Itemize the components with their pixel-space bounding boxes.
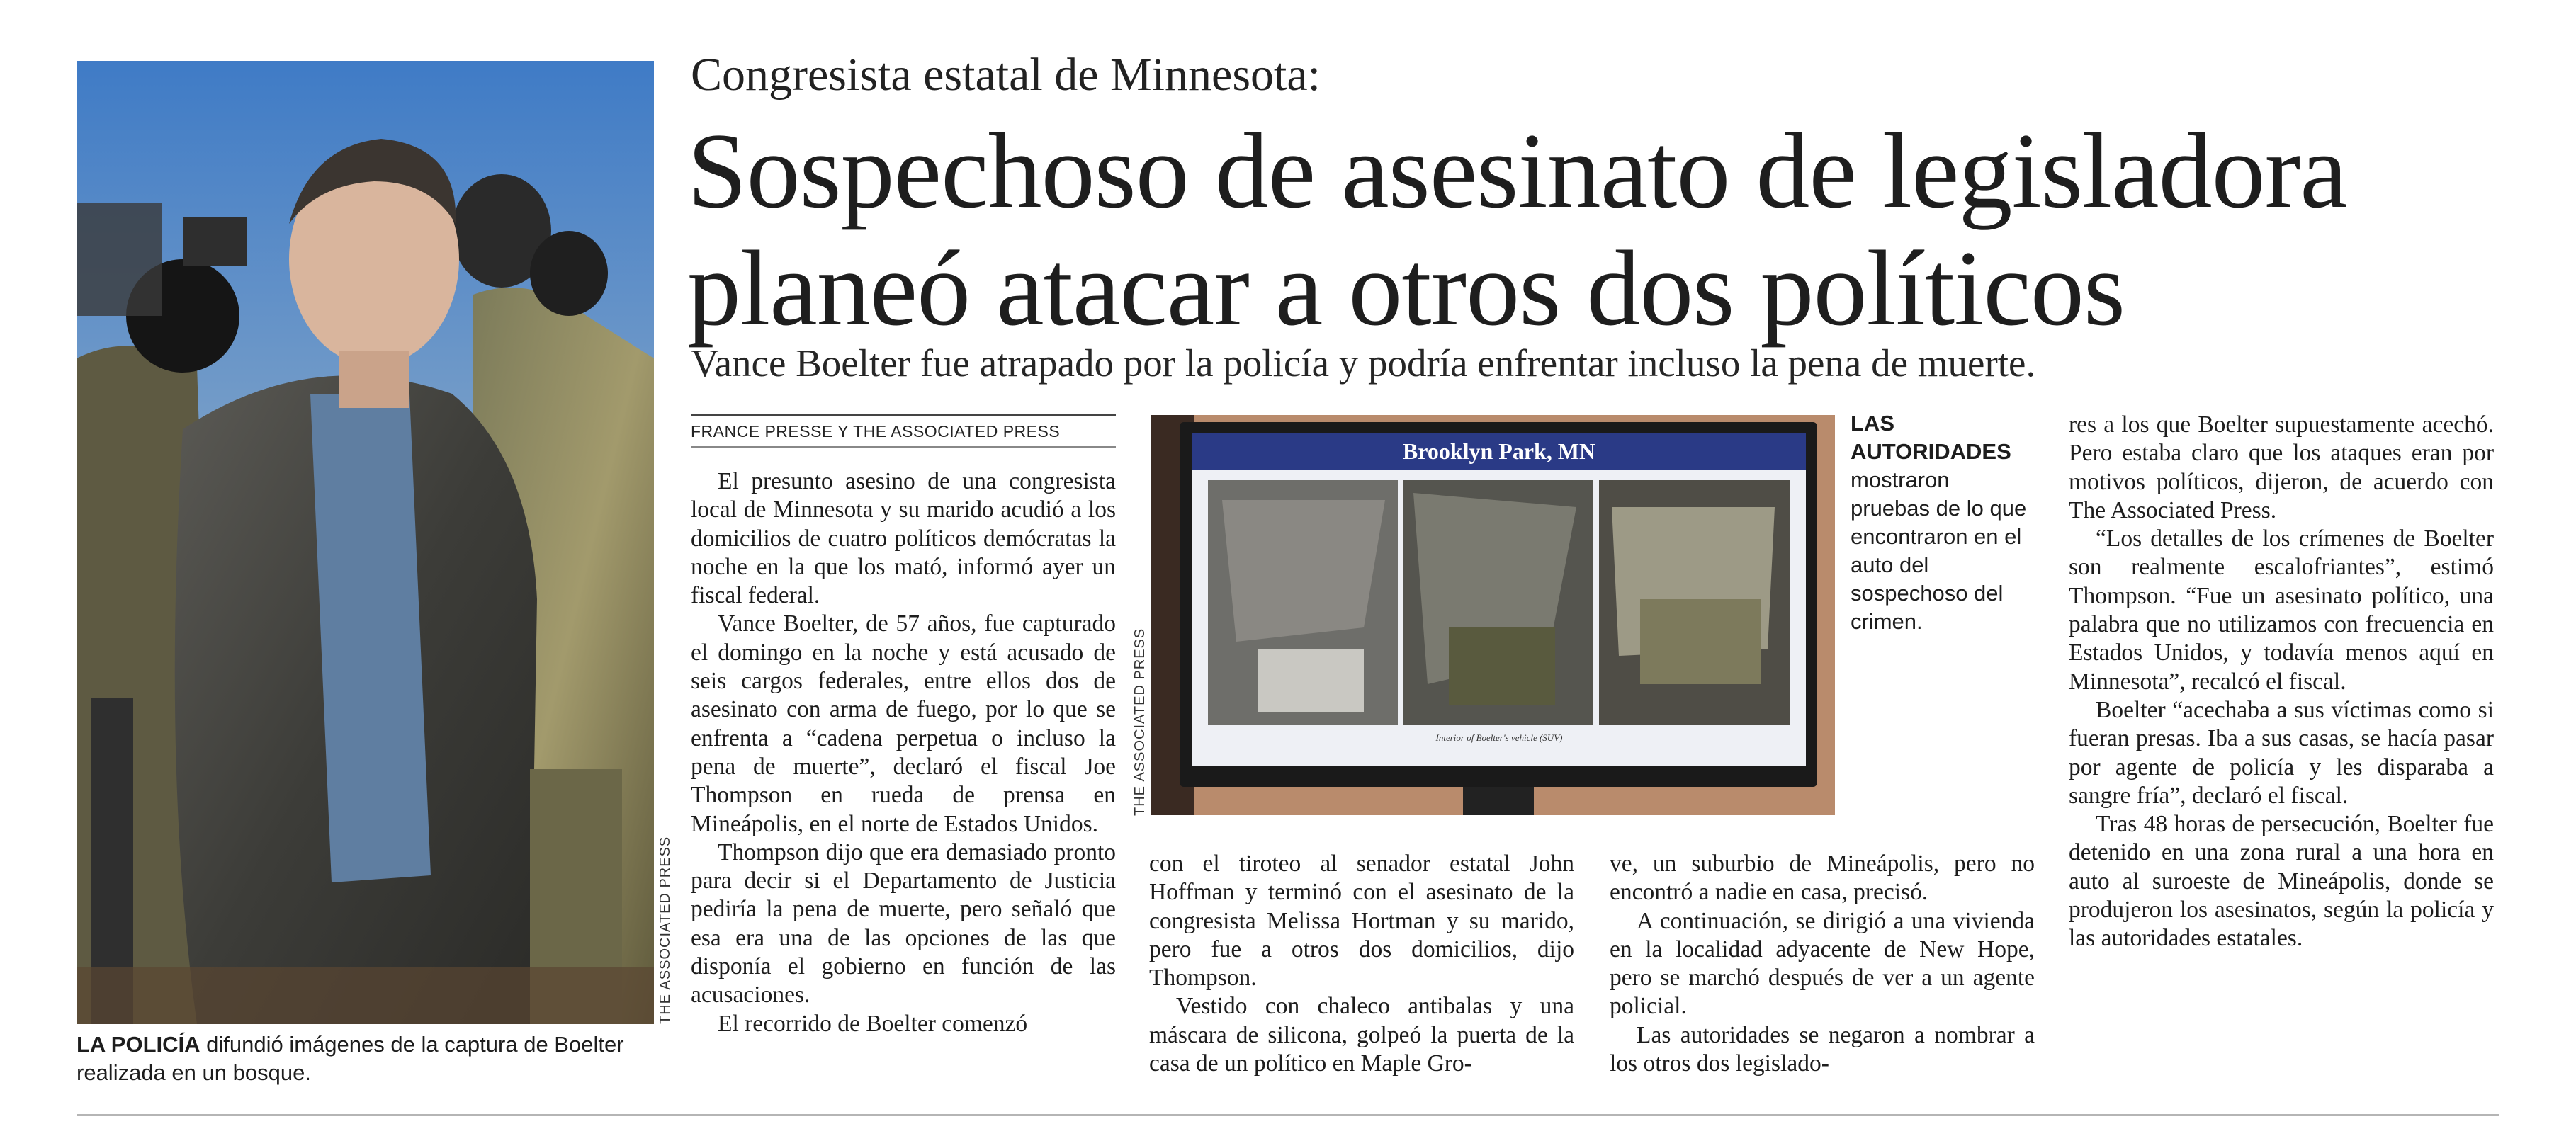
paragraph: Thompson dijo que era demasiado pronto para decir si el Departamento de Justicia pediría la pena de muerte, pero señaló que esa era una de las opciones de las que disponía el gobierno en función de las acusaciones. (691, 839, 1116, 1009)
photo-credit: THE ASSOCIATED PRESS (657, 836, 673, 1024)
byline: FRANCE PRESSE Y THE ASSOCIATED PRESS (691, 422, 1061, 441)
evidence-photo-illustration (1151, 415, 1835, 815)
article-column-3 (1610, 850, 2035, 1078)
byline-rule (691, 446, 1116, 448)
deck: Vance Boelter fue atrapado por la policía y podría enfrentar incluso la pena de muerte. (691, 341, 2036, 385)
caption-text: mostraron pruebas de lo que encontraron en el auto del sospechoso del crimen. (1851, 467, 2027, 634)
paragraph: A continuación, se dirigió a una vivienda en la localidad adyacente de New Hope, pero se marchó después de ver a un agente policial. (1610, 907, 2035, 1020)
screen-title: Brooklyn Park, MN (1402, 438, 1596, 464)
paragraph: Vance Boelter, de 57 años, fue capturado el domingo en la noche y está acusado de seis cargos federales, entre ellos dos de asesinato con arma de fuego, por lo que se enfrenta a “cadena perpetua o incluso la pena de muerte”, declaró el fiscal Joe Thompson en rueda de prensa en Mineápolis, en el norte de Estados Unidos. (691, 610, 1116, 837)
paragraph: El recorrido de Boelter comenzó (718, 1010, 1028, 1037)
article-column-2 (1149, 850, 1574, 1078)
bottom-rule (77, 1114, 2499, 1116)
evidence-photo (1151, 415, 1835, 815)
paragraph: Boelter “acechaba a sus víctimas como si fueran presas. Iba a sus casas, se hacía pasar por agente de policía y les disparaba a sangre fría”, declaró el fiscal. (2069, 696, 2494, 809)
caption-lead: LA POLICÍA (77, 1032, 200, 1057)
photo-caption (77, 1030, 657, 1087)
article-column-1 (691, 467, 1116, 1038)
headline (687, 112, 2347, 347)
paragraph: ve, un suburbio de Mineápolis, pero no encontró a nadie en casa, precisó. (1610, 851, 2035, 906)
photo-caption (1851, 409, 2035, 636)
paragraph: Tras 48 horas de persecución, Boelter fue detenido en una zona rural a una hora en auto al suroeste de Mineápolis, donde se produjeron los asesinatos, según la policía y las autoridades estatales. (2069, 811, 2494, 952)
paragraph: Vestido con chaleco antibalas y una máscara de silicona, golpeó la puerta de la casa de un político en Maple Gro- (1149, 993, 1574, 1077)
arrest-photo (77, 61, 654, 1024)
paragraph: res a los que Boelter supuestamente acechó. Pero estaba claro que los ataques eran por motivos políticos, dijeron, de acuerdo con The Associated Press. (2069, 411, 2494, 523)
headline-line: planeó atacar a otros dos políticos (687, 229, 2125, 348)
byline-rule (691, 414, 1116, 416)
photo-credit: THE ASSOCIATED PRESS (1132, 627, 1148, 816)
article-column-4 (2069, 411, 2494, 953)
paragraph: “Los detalles de los crímenes de Boelter son realmente escalofriantes”, estimó Thompson. “Fue un asesinato político, una palabra que no utilizamos con frecuencia en Estados Unidos, y todavía menos aquí en Minnesota”, recalcó el fiscal. (2069, 526, 2494, 695)
arrest-photo-illustration (77, 61, 654, 1024)
paragraph: El presunto asesino de una congresista local de Minnesota y su marido acudió a los domicilios de cuatro políticos demócratas la noche en la que los mató, informó ayer un fiscal federal. (691, 468, 1116, 609)
kicker: Congresista estatal de Minnesota: (691, 49, 1321, 101)
headline-line: Sospechoso de asesinato de legisladora (687, 111, 2347, 230)
paragraph: Las autoridades se negaron a nombrar a los otros dos legislado- (1610, 1021, 2035, 1077)
screen-footnote: Interior of Boelter's vehicle (SUV) (1435, 732, 1563, 743)
caption-text: difundió imágenes de la captura de Boelter realizada en un bosque. (77, 1032, 624, 1085)
caption-lead: LAS AUTORIDADES (1851, 411, 2011, 464)
paragraph: con el tiroteo al senador estatal John Hoffman y terminó con el asesinato de la congresista Melissa Hortman y su marido, pero fue a otros dos domicilios, dijo Thompson. (1149, 851, 1574, 992)
